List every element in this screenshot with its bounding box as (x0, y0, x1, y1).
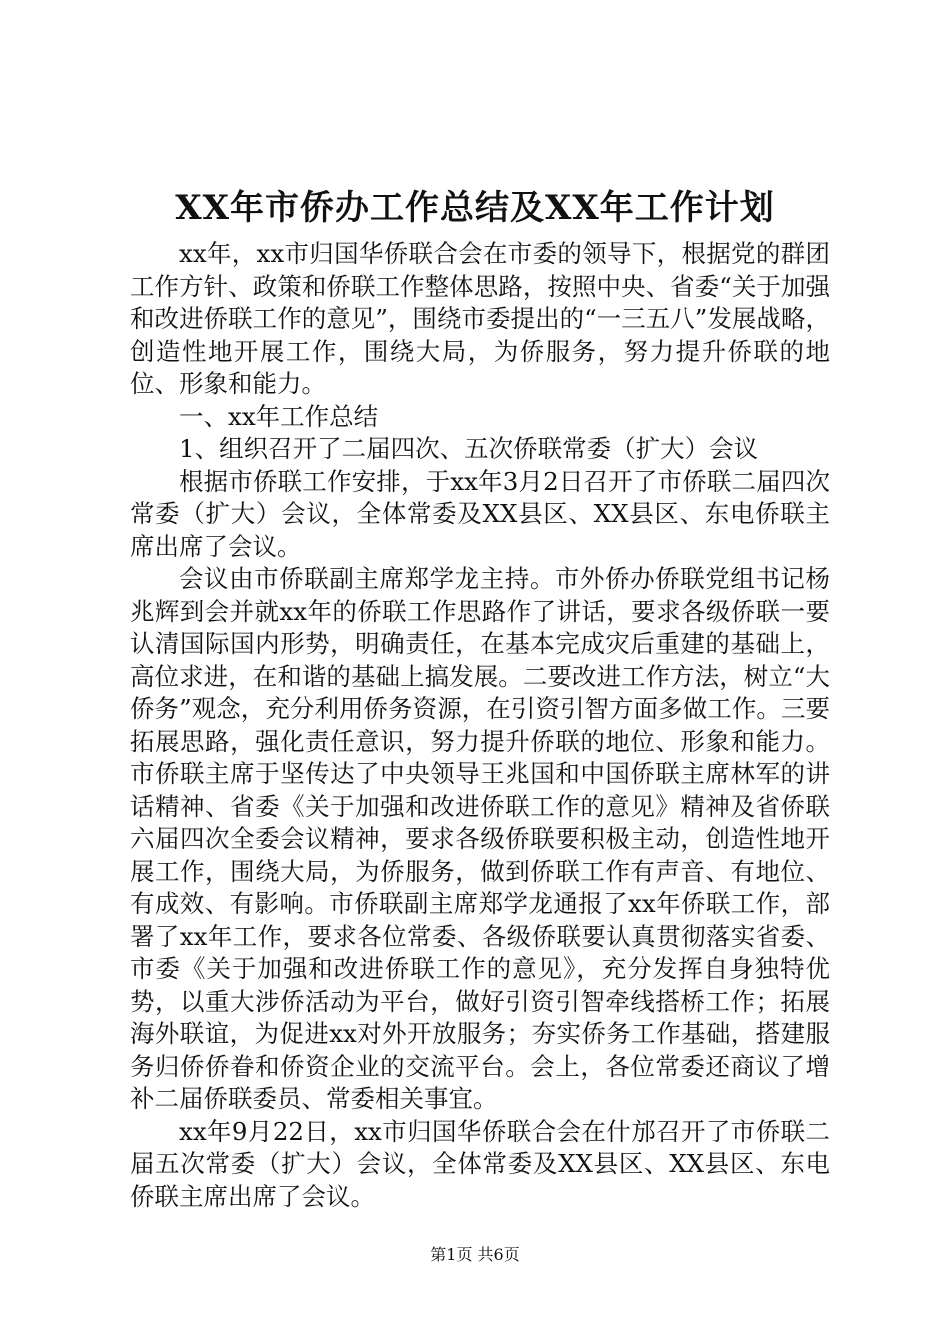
paragraph-meeting-five: xx年9月22日，xx市归国华侨联合会在什邡召开了市侨联二届五次常委（扩大）会议，全体常委及XX县区、XX县区、东电侨联主席出席了会议。 (130, 1116, 830, 1211)
subsection-heading: 1、组织召开了二届四次、五次侨联常委（扩大）会议 (179, 434, 759, 463)
page-footer: 第1页 共6页 (430, 1245, 520, 1264)
paragraph-intro: xx年，xx市归国华侨联合会在市委的领导下，根据党的群团工作方针、政策和侨联工作整体思路，按照中央、省委“关于加强和改进侨联工作的意见”，围绕市委提出的“一三五八”发展战略，创造性地开展工作，围绕大局，为侨服务，努力提升侨联的地位、形象和能力。 (130, 239, 830, 398)
document-body (130, 238, 830, 1213)
section-heading: 一、xx年工作总结 (179, 401, 379, 431)
document-title: XX年市侨办工作总结及XX年工作计划 (175, 188, 775, 228)
paragraph-meeting-four: 根据市侨联工作安排，于xx年3月2日召开了市侨联二届四次常委（扩大）会议，全体常委及XX县区、XX县区、东电侨联主席出席了会议。 (130, 466, 830, 561)
paragraph-meeting-details: 会议由市侨联副主席郑学龙主持。市外侨办侨联党组书记杨兆辉到会并就xx年的侨联工作思路作了讲话，要求各级侨联一要认清国际国内形势，明确责任，在基本完成灾后重建的基础上，高位求进，在和谐的基础上搞发展。二要改进工作方法，树立“大侨务”观念，充分利用侨务资源，在引资引智方面多做工作。三要拓展思路，强化责任意识，努力提升侨联的地位、形象和能力。市侨联主席于坚传达了中央领导王兆国和中国侨联主席林军的讲话精神、省委《关于加强和改进侨联工作的意见》精神及省侨联六届四次全委会议精神，要求各级侨联要积极主动，创造性地开展工作，围绕大局，为侨服务，做到侨联工作有声音、有地位、有成效、有影响。市侨联副主席郑学龙通报了xx年侨联工作，部署了xx年工作，要求各位常委、各级侨联要认真贯彻落实省委、市委《关于加强和改进侨联工作的意见》，充分发挥自身独特优势，以重大涉侨活动为平台，做好引资引智牵线搭桥工作；拓展海外联谊，为促进xx对外开放服务；夯实侨务工作基础，搭建服务归侨侨眷和侨资企业的交流平台。会上，各位常委还商议了增补二届侨联委员、常委相关事宜。 (130, 564, 830, 1113)
